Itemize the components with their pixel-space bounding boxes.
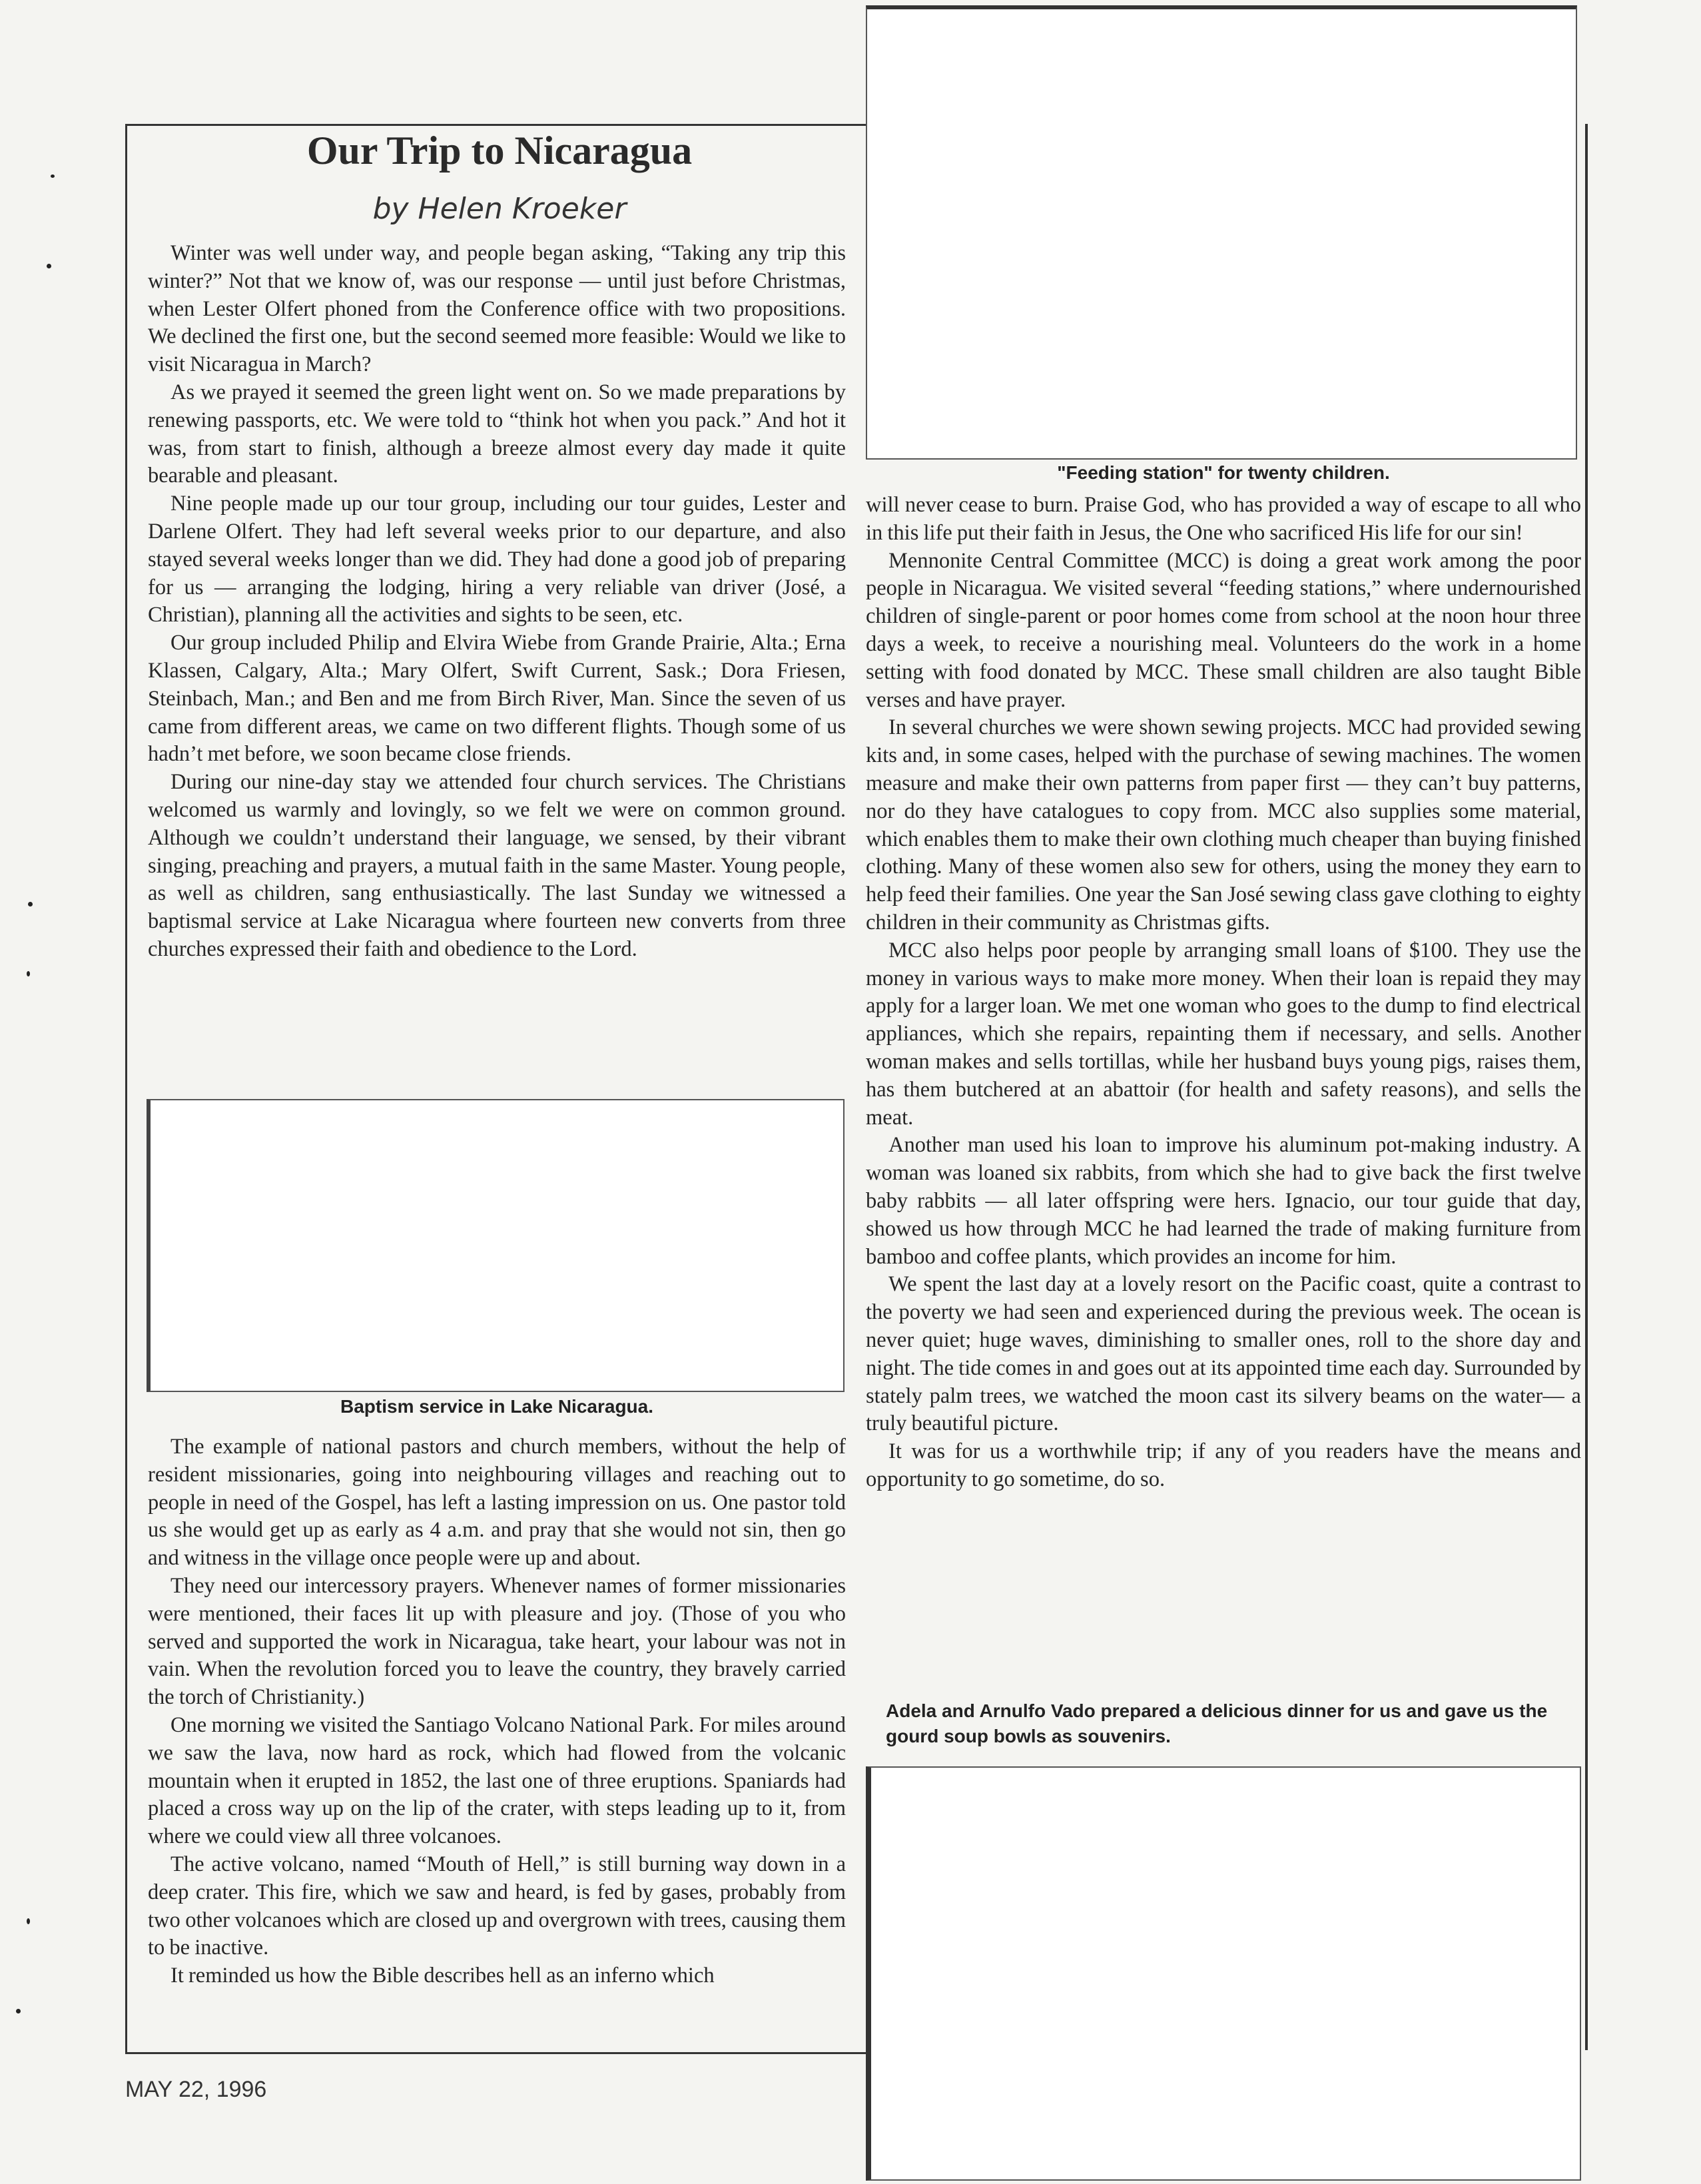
baptism-caption: Baptism service in Lake Nicaragua. xyxy=(340,1396,653,1417)
margin-mark xyxy=(27,1918,30,1924)
column-left-bottom xyxy=(148,1433,846,1990)
paragraph: They need our intercessory prayers. Whenever names of former missionaries were mentioned, their faces lit up with pleasure and joy. (Those of you who served and supported the work in Nicaragua, take heart, your labour was not in vain. When the revolution forced you to leave the country, they bravely carried the torch of Christianity.) xyxy=(148,1573,846,1710)
baptism-photo xyxy=(147,1099,845,1392)
paragraph: It was for us a worthwhile trip; if any of you readers have the means and opportunity to go sometime, do so. xyxy=(866,1439,1581,1491)
dinner-caption: Adela and Arnulfo Vado prepared a delicious dinner for us and gave us the gourd soup bowls as souvenirs. xyxy=(886,1700,1548,1746)
paragraph: Winter was well under way, and people began asking, “Taking any trip this winter?” Not that we know of, was our response — until just before Christmas, when Lester Olfert phoned from the Conference office with two propositions. We declined the first one, but the second seemed more feasible: Would we like to visit Nicaragua in March? xyxy=(148,241,846,377)
feeding-station-caption: "Feeding station" for twenty children. xyxy=(1057,462,1390,483)
margin-mark xyxy=(51,175,55,178)
paragraph: will never cease to burn. Praise God, who has provided a way of escape to all who in this life put their faith in Jesus, the One who sacrificed His life for our sin! xyxy=(866,493,1581,545)
margin-mark xyxy=(27,971,30,976)
paragraph: MCC also helps poor people by arranging small loans of $100. They use the money in various ways to make more money. When their loan is repaid they may apply for a larger loan. We met one woman who goes to the dump to find electrical appliances, which she repairs, repainting them if necessary, and sells. Another woman makes and sells tortillas, while her husband buys young pigs, raises them, has them butchered at an abattoir (for health and safety reasons), and sells the meat. xyxy=(866,938,1581,1130)
article-title: Our Trip to Nicaragua xyxy=(306,129,693,173)
margin-mark xyxy=(28,902,33,907)
dinner-photo xyxy=(866,1766,1581,2181)
paragraph: We spent the last day at a lovely resort on the Pacific coast, quite a contrast to the poverty we had seen and experienced during the previous week. The ocean is never quiet; huge waves, diminishing to smaller ones, roll to the shore day and night. The tide comes in and goes out at its appointed time each day. Surrounded by stately palm trees, we watched the moon cast its silvery beams on the water— a truly beautiful picture. xyxy=(866,1272,1581,1436)
paragraph: Mennonite Central Committee (MCC) is doing a great work among the poor people in Nicaragua. We visited several “feeding stations,” where undernourished children of single-parent or poor homes come from school at the noon hour three days a week, to receive a nourishing meal. Volunteers do the work in a home setting with food donated by MCC. These small children are also taught Bible verses and have prayer. xyxy=(866,548,1581,712)
margin-mark xyxy=(16,2009,21,2013)
paragraph: As we prayed it seemed the green light went on. So we made preparations by renewing passports, etc. We were told to “think hot when you pack.” And hot it was, from start to finish, although a breeze almost every day made it quite bearable and pleasant. xyxy=(148,380,846,488)
article-byline: by Helen Kroeker xyxy=(372,192,627,226)
paragraph: The example of national pastors and church members, without the help of resident missionaries, going into neighbouring villages and reaching out to people in need of the Gospel, has left a lasting impression on us. One pastor told us she would get up as early as 4 a.m. and pray that she would not sin, then go and witness in the village once people were up and about. xyxy=(148,1435,846,1571)
feeding-station-photo xyxy=(866,5,1577,460)
issue-date: MAY 22, 1996 xyxy=(125,2077,267,2102)
paragraph: In several churches we were shown sewing projects. MCC had provided sewing kits and, in some cases, helped with the purchase of sewing machines. The women measure and make their own patterns from paper first — they can’t buy patterns, nor do they have catalogues to copy from. MCC also supplies some material, which enables them to make their own clothing much cheaper than buying finished clothing. Many of these women also sew for others, using the money they earn to help feed their families. One year the San José sewing class gave clothing to eighty children in their community as Christmas gifts. xyxy=(866,715,1581,934)
paragraph: Our group included Philip and Elvira Wiebe from Grande Prairie, Alta.; Erna Klassen, Calgary, Alta.; Mary Olfert, Swift Current, Sask.; Dora Friesen, Steinbach, Man.; and Ben and me from Birch River, Man. Since the seven of us came from different areas, we came on two different flights. Though some of us hadn’t met before, we soon became close friends. xyxy=(148,631,846,767)
paragraph: During our nine-day stay we attended four church services. The Christians welcomed us warmly and lovingly, so we felt we were on common ground. Although we couldn’t understand their language, we sensed, by their vibrant singing, preaching and prayers, a mutual faith in the same Master. Young people, as well as children, sang enthusiastically. The last Sunday we witnessed a baptismal service at Lake Nicaragua where fourteen new converts from three churches expressed their faith and obedience to the Lord. xyxy=(148,770,846,961)
paragraph: One morning we visited the Santiago Volcano National Park. For miles around we saw the lava, now hard as rock, which had flowed from the volcanic mountain when it erupted in 1852, the last one of three eruptions. Spaniards had placed a cross way up on the lip of the crater, with steps leading up to it, from where we could view all three volcanoes. xyxy=(148,1712,846,1849)
paragraph: Another man used his loan to improve his aluminum pot-making industry. A woman was loaned six rabbits, from which she had to give back the first twelve baby rabbits — all later offspring were hers. Ignacio, our tour guide that day, showed us how through MCC he had learned the trade of making furniture from bamboo and coffee plants, which provides an income for him. xyxy=(866,1133,1581,1269)
column-left-top xyxy=(148,240,846,964)
column-right xyxy=(866,492,1581,1494)
paragraph: It reminded us how the Bible describes hell as an inferno which xyxy=(170,1964,715,1988)
margin-mark xyxy=(47,264,51,268)
paragraph: The active volcano, named “Mouth of Hell,” is still burning way down in a deep crater. This fire, which we saw and heard, is fed by gases, probably from two other volcanoes which are closed up and overgrown with trees, causing them to be inactive. xyxy=(148,1852,846,1960)
paragraph: Nine people made up our tour group, including our tour guides, Lester and Darlene Olfert. They had left several weeks prior to our departure, and also stayed several weeks longer than we did. They had done a good job of preparing for us — arranging the lodging, hiring a very reliable van driver (José, a Christian), planning all the activities and sights to be seen, etc. xyxy=(148,492,846,627)
